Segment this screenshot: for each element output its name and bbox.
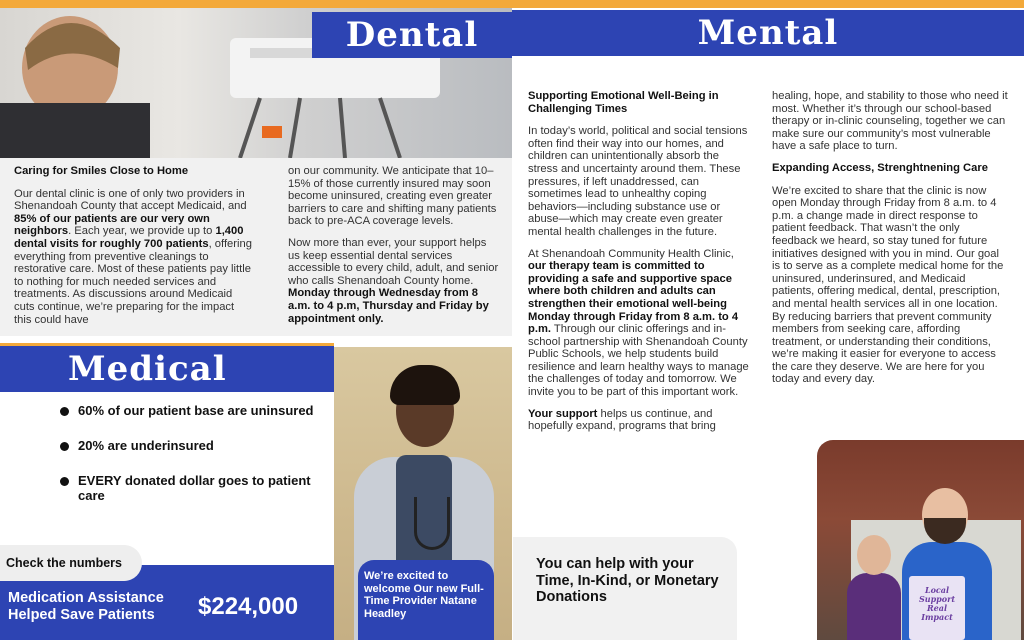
dental-p1-d: 1,400 dental visits for roughly 700 patients bbox=[14, 225, 244, 250]
mental-p2-a: At Shenandoah Community Health Clinic, bbox=[528, 247, 734, 260]
medication-assistance-amount: $224,000 bbox=[198, 593, 299, 620]
mental-column-2 bbox=[772, 90, 1008, 395]
mental-p3-b: helps us continue, and hopefully expand, programs that bring bbox=[528, 407, 716, 433]
medication-assistance-label: Medication Assistance Helped Save Patients bbox=[8, 590, 164, 623]
dental-p3-b: Monday through Wednesday from 8 a.m. to 4 p.m, Thursday and Friday by appointment only. bbox=[288, 287, 489, 325]
dental-p3-a: Now more than ever, your support helps us keep essential dental services accessible to every child, adult, and senior who calls Shenandoah County home. bbox=[288, 236, 499, 287]
mental-banner bbox=[512, 10, 1024, 56]
dental-banner bbox=[312, 12, 512, 58]
medical-bullet: EVERY donated dollar goes to patient care bbox=[60, 473, 320, 503]
dental-paragraph-2: on our community. We anticipate that 10–15% of those currently insured may soon become uninsured, creating even greater barriers to care and shifting many patients back to pre-ACA coverage levels. bbox=[288, 165, 497, 228]
dental-p1-c: . Each year, we provide up to bbox=[68, 225, 216, 238]
mental-paragraph-1: In today’s world, political and social tensions often find their way into our homes, and children can unintentionally absorb the stress and uncertainty around them. These pressures, if left unaddressed, can sometimes lead to unhealthy coping behaviors—including substance use or abuse—which may create even greater mental health challenges in the future. bbox=[528, 125, 748, 238]
mental-paragraph-2 bbox=[528, 248, 750, 399]
provider-hair bbox=[390, 365, 460, 405]
stethoscope-icon bbox=[414, 497, 450, 550]
mental-p2-c: Through our clinic offerings and in-school partnership with Shenandoah County Public Schools, we help students build resilience and learn healthy ways to manage the challenges of today and tomorrow. We invite you to be part of this important work. bbox=[528, 323, 749, 399]
medical-banner bbox=[0, 346, 334, 392]
mental-p3-a: Your support bbox=[528, 407, 598, 420]
dental-column-2 bbox=[288, 165, 500, 334]
dental-p1-e: , offering everything from preventive cleanings to restorative care. Most of these patients pay little to nothing for much needed services and treatments. As discussions around Medicaid cuts continue, we’re preparing for the impact this could have bbox=[14, 237, 252, 326]
help-text: You can help with your Time, In-Kind, or Monetary Donations bbox=[536, 556, 719, 605]
real-impact-sign bbox=[909, 576, 965, 640]
medical-bullet: 60% of our patient base are uninsured bbox=[60, 403, 320, 418]
mental-title: Mental bbox=[697, 13, 839, 53]
mental-column-1 bbox=[528, 90, 750, 442]
mental-paragraph-5: We’re excited to share that the clinic is now open Monday through Friday from 8 a.m. to 4 p.m. a change made in direct response to patient feedback. That wasn’t the only feedback we heard, so stay tuned for future initiatives designed with you in mind. Our goal is to serve as a complete medical home for the uninsured, underinsured, and Medicaid patients, offering medical, dental, prescription, and mental health services all in one location. By reducing barriers that prevent community members from seeking care, affording treatment, or understanding their conditions, we’re making it easier for everyone to access the care they deserve. We are here for you today and every day. bbox=[772, 184, 1004, 386]
dental-column-1 bbox=[14, 165, 254, 335]
provider-caption: We’re excited to welcome Our new Full-Time Provider Natane Headley bbox=[364, 570, 484, 620]
sign-text: Local Support Real Impact bbox=[918, 585, 956, 622]
top-accent-bar bbox=[0, 0, 1024, 8]
dental-title: Dental bbox=[345, 15, 479, 55]
dental-heading: Caring for Smiles Close to Home bbox=[14, 165, 189, 177]
dental-p1-a: Our dental clinic is one of only two providers in Shenandoah County that accept Medicaid, and bbox=[14, 187, 247, 213]
mental-p2-b: our therapy team is committed to providing a safe and supportive space where both children and adults can strengthen their emotional well-being Monday through Friday from 8 a.m. to 4 p.m. bbox=[528, 260, 739, 336]
dental-p1-b: 85% of our patients are our very own neighbors bbox=[14, 212, 210, 238]
check-the-numbers-tab: Check the numbers bbox=[0, 545, 142, 581]
dental-paragraph-1 bbox=[14, 188, 254, 327]
staff-photo bbox=[817, 440, 1024, 640]
dental-paragraph-3 bbox=[288, 237, 500, 325]
staff-person-1 bbox=[847, 535, 901, 640]
medical-bullet-list bbox=[60, 403, 320, 523]
mental-paragraph-3 bbox=[528, 408, 750, 433]
mental-heading-2: Expanding Access, Strenghtnening Care bbox=[772, 161, 988, 174]
mental-heading-1: Supporting Emotional Well-Being in Challenging Times bbox=[528, 90, 719, 115]
medical-title: Medical bbox=[68, 349, 227, 389]
mental-paragraph-4: healing, hope, and stability to those who need it most. Whether it’s through our school-based therapy or in-clinic counseling, together we can make sure our community’s most vulnerable have a safe place to turn. bbox=[772, 90, 1008, 153]
medical-bullet: 20% are underinsured bbox=[60, 438, 320, 453]
